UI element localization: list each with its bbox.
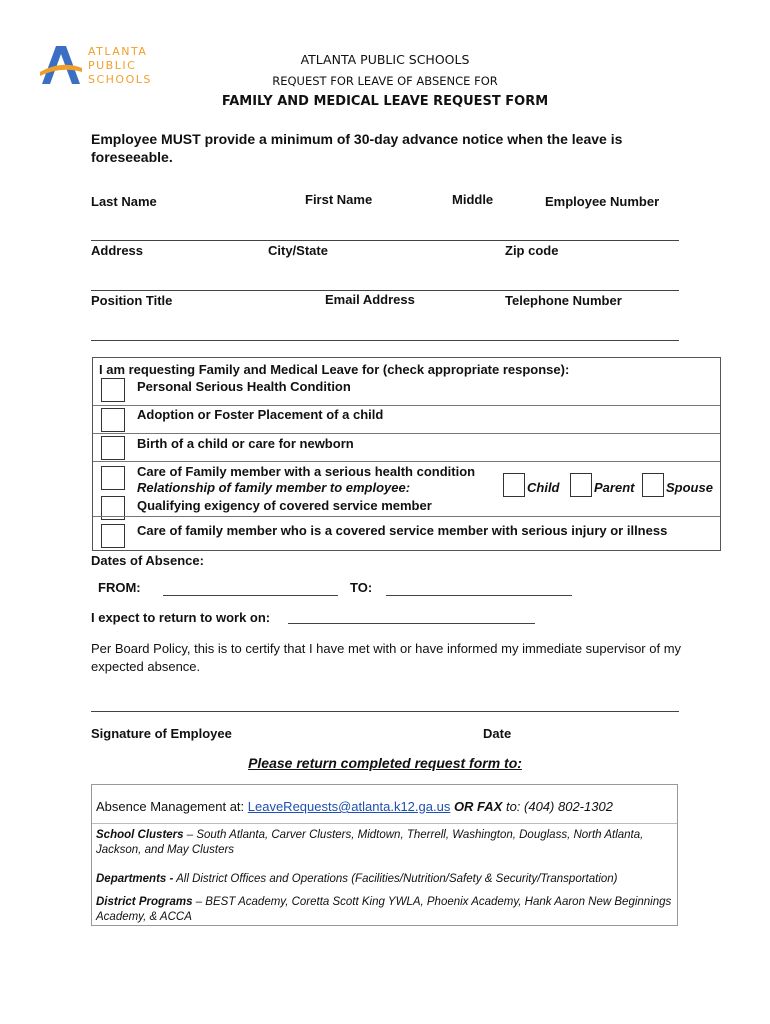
- from-date-line[interactable]: [163, 595, 338, 596]
- departments: Departments - All District Offices and Operations (Facilities/Nutrition/Safety & Security/Transportation): [96, 873, 618, 885]
- checkbox-service-member[interactable]: [101, 524, 125, 548]
- relationship-spouse: Spouse: [666, 480, 713, 495]
- to-date-line[interactable]: [386, 595, 572, 596]
- address-line[interactable]: [91, 290, 679, 291]
- email-label: Email Address: [325, 292, 415, 307]
- option-family-care: Care of Family member with a serious health condition: [137, 464, 476, 479]
- return-date-line[interactable]: [288, 623, 535, 624]
- option-personal-health: Personal Serious Health Condition: [137, 379, 351, 394]
- relationship-child: Child: [527, 480, 560, 495]
- certify-statement: Per Board Policy, this is to certify that I have met with or have informed my immediate supervisor of my expected absence.: [91, 641, 682, 674]
- employee-number-label: Employee Number: [545, 194, 660, 209]
- address-label: Address: [91, 243, 144, 258]
- leave-requests-email-link[interactable]: LeaveRequests@atlanta.k12.ga.us: [247, 799, 451, 814]
- option-birth: Birth of a child or care for newborn: [137, 436, 354, 451]
- dates-heading: Dates of Absence:: [91, 553, 204, 568]
- zip-label: Zip code: [505, 243, 559, 258]
- org-name: ATLANTA PUBLIC SCHOOLS: [300, 52, 470, 67]
- logo-wordmark: ATLANTA PUBLIC SCHOOLS: [88, 45, 152, 86]
- relationship-parent: Parent: [594, 480, 635, 495]
- option-adoption: Adoption or Foster Placement of a child: [137, 407, 384, 422]
- leave-table-heading: I am requesting Family and Medical Leave for (check appropriate response):: [99, 362, 570, 377]
- middle-label: Middle: [452, 192, 494, 207]
- relationship-label: Relationship of family member to employee:: [137, 480, 411, 495]
- checkbox-parent[interactable]: [570, 473, 592, 497]
- leave-type-table: [92, 357, 721, 551]
- checkbox-adoption[interactable]: [101, 408, 125, 432]
- checkbox-personal-health[interactable]: [101, 378, 125, 402]
- city-state-label: City/State: [268, 243, 328, 258]
- absence-management-line: Absence Management at: LeaveRequests@atlanta.k12.ga.us OR FAX to: (404) 802-1302: [96, 799, 613, 814]
- school-clusters: School Clusters – South Atlanta, Carver Clusters, Midtown, Therrell, Washington, Douglass, North Atlanta, Jackson, and May Clusters: [96, 829, 644, 856]
- from-label: FROM:: [98, 580, 141, 595]
- signature-label: Signature of Employee: [91, 726, 232, 741]
- to-label: TO:: [350, 580, 373, 595]
- date-label: Date: [483, 726, 512, 741]
- checkbox-spouse[interactable]: [642, 473, 664, 497]
- district-programs: District Programs – BEST Academy, Coretta Scott King YWLA, Phoenix Academy, Hank Aaron New Beginnings Academy, & ACCA: [96, 896, 672, 923]
- telephone-label: Telephone Number: [505, 293, 622, 308]
- return-date-label: I expect to return to work on:: [91, 610, 271, 625]
- option-service-member: Care of family member who is a covered service member with serious injury or illness: [137, 523, 668, 538]
- name-line[interactable]: [91, 240, 679, 241]
- signature-line[interactable]: [91, 711, 679, 712]
- return-heading: Please return completed request form to:: [248, 755, 522, 771]
- checkbox-birth[interactable]: [101, 436, 125, 460]
- position-line[interactable]: [91, 340, 679, 341]
- checkbox-child[interactable]: [503, 473, 525, 497]
- form-subtitle: REQUEST FOR LEAVE OF ABSENCE FOR: [272, 74, 498, 88]
- first-name-label: First Name: [305, 192, 373, 207]
- return-info-box: [91, 784, 678, 926]
- last-name-label: Last Name: [91, 194, 157, 209]
- form-title: FAMILY AND MEDICAL LEAVE REQUEST FORM: [221, 94, 549, 109]
- option-exigency: Qualifying exigency of covered service member: [137, 498, 432, 513]
- checkbox-family-care[interactable]: [101, 466, 125, 490]
- position-title-label: Position Title: [91, 293, 173, 308]
- advance-notice: Employee MUST provide a minimum of 30-day advance notice when the leave is foreseeable.: [91, 131, 623, 165]
